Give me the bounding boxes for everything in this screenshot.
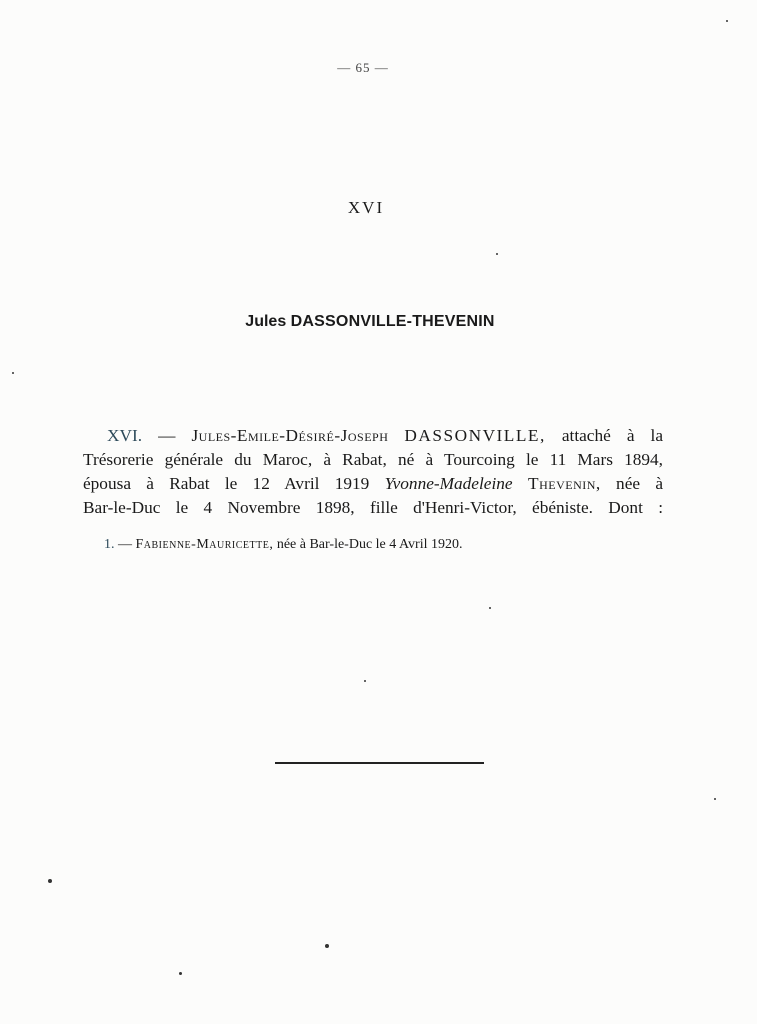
print-speck [12, 372, 14, 374]
entry-line-1 [83, 424, 663, 448]
entry-given-names: Jules-Emile-Désiré-Joseph [191, 426, 389, 445]
child-dash: — [114, 537, 136, 552]
closing-rule [275, 762, 484, 764]
entry-number: XVI. [107, 426, 143, 445]
print-speck [179, 972, 182, 975]
genealogy-entry [83, 424, 663, 520]
print-speck [496, 253, 498, 255]
entry-line-2: Trésorerie générale du Maroc, à Rabat, né à Tourcoing le 11 Mars 1894, [83, 450, 663, 469]
section-numeral: XVI [347, 198, 385, 217]
spouse-surname: Thevenin, [512, 474, 601, 493]
entry-line-3 [83, 472, 663, 496]
heading-given-name: Jules [245, 313, 287, 330]
entry-surname: DASSONVILLE, [404, 426, 546, 445]
entry-line3-start: épousa à Rabat le 12 Avril 1919 [83, 474, 385, 493]
child-names: Fabienne-Mauricette, [135, 537, 274, 552]
entry-dash: — [142, 426, 192, 445]
entry-line-4: Bar-le-Duc le 4 Novembre 1898, fille d'Henri-Victor, ébéniste. Dont : [83, 498, 663, 517]
spouse-given-names: Yvonne-Madeleine [384, 474, 513, 493]
print-speck [714, 798, 716, 800]
page-number: — 65 — [337, 60, 389, 75]
child-rest: née à Bar-le-Duc le 4 Avril 1920. [273, 537, 463, 552]
print-speck [325, 944, 329, 948]
child-entry [104, 537, 604, 553]
entry-line3-end: née à [600, 474, 664, 493]
print-speck [364, 680, 366, 682]
print-speck [726, 20, 728, 22]
entry-line1-rest: attaché à la [545, 426, 664, 445]
heading-surname: DASSONVILLE-THEVENIN [290, 313, 495, 330]
print-speck [489, 607, 491, 609]
child-number: 1. [104, 537, 115, 552]
entry-heading [0, 313, 740, 331]
print-speck [48, 879, 52, 883]
